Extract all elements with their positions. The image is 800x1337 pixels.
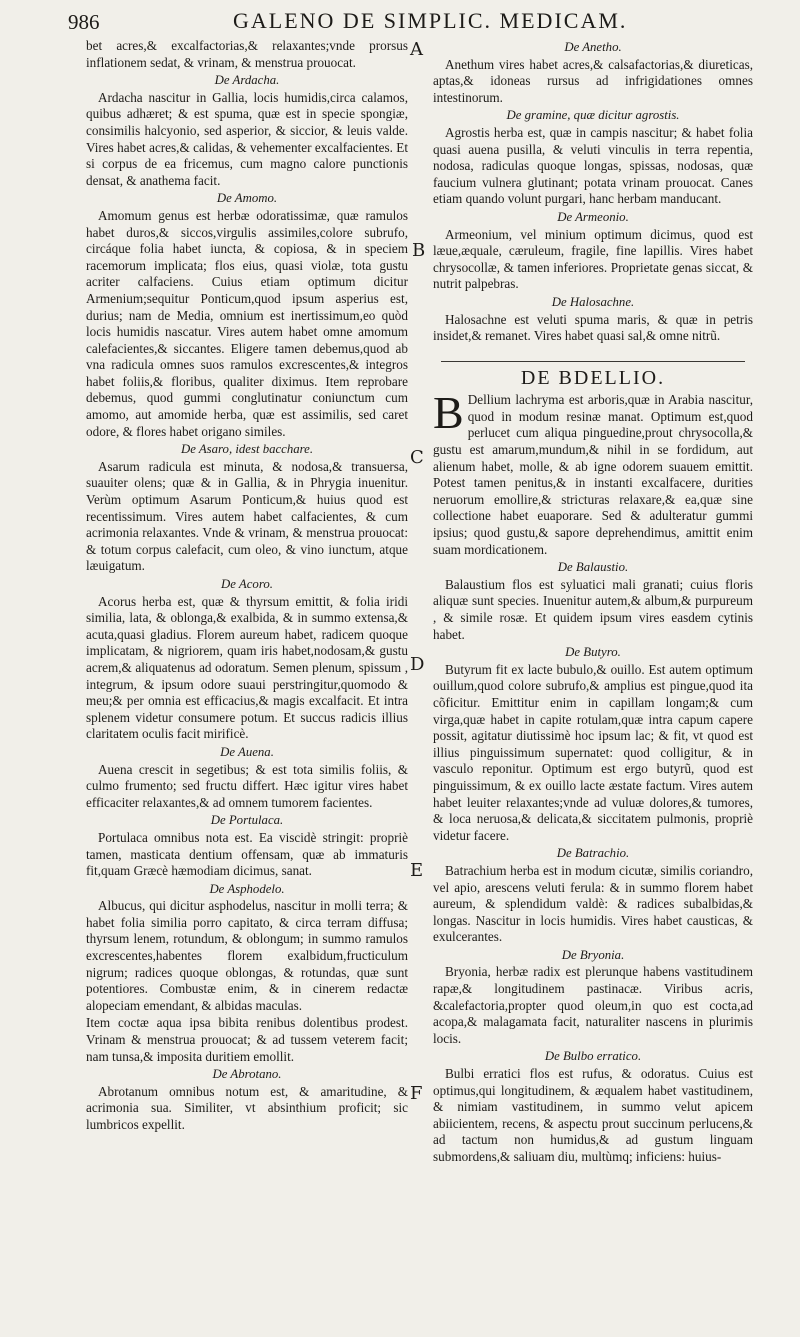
continued-text: bet acres,& excalfactorias,& relaxantes;vnde prorsus inflationem sedat, & vrinam, & menstrua prouocat. [86,38,408,70]
entry-text-asaro: Asarum radicula est minuta, & nodosa,& transuersa, suauiter olens; quæ & in Gallia, & in Phrygia inuenitur. Verùm optimum Asarum Ponticum,& huius quod est recentissimum. Vires autem habet calfacientes, & cum acrimonia relaxantes. Vnde & vrinam, & menstrua prouocat: & totum corpus calefacit, cum oleo, & vino iunctum, atque læuigatum. [86,458,408,574]
entry-text-ardacha: Ardacha nascitur in Gallia, locis humidis,circa calamos, quibus adhæret; & est spuma, quæ est in specie spongiæ, consimilis halcyonio, sed asperior, & siccior, & leuis valde. Vires habet acres,& calidas, & vehementer excalfacientes. Et si corpus de ea fricemus, cum magno calore punctionis densat, & anathema facit. [86,89,408,188]
entry-text-amomo: Amomum genus est herbæ odoratissimæ, quæ ramulos habet duros,& siccos,virgulis assimiles,colore subrufo, circáque folia habet iuncta, & copiosa, & in speciem racemorum implicata; flos eius, quasi violæ, tota gustu acriter calfaciens. Cuius etiam optimum dicitur Armenium;sequitur Ponticum,quod ipsum asperius est, durius; nam de Media, omnium est inertissimum,eo quòd locis humidis nascatur. Vires autem habet omne amomum calefacientes,& siccantes. Eligere tamen debemus,quod ab vna radicula omnes suos ramulos excrescentes,& integros habet foliis,& floribus, qualiter diximus. Item reprobare debemus, quod gummi conglutinatur coniunctum cum amomo, aut amomide herba, quæ est assimilis, sed caret odore, & flores habet origano similes. [86,207,408,439]
entry-text-bulbo: Bulbi erratici flos est rufus, & odoratus. Cuius est optimus,qui longitudinem, & æqualem habet vastitudinem, & nimiam vastitudinem, in summo velut apicem abiicientem, recens, & aspectu prout succinum perlucens,& ad tactum non humidus,& ad gustum linguam submordens,& saliuam diu, multùmq; inficiens: huius- [433,1066,753,1164]
entry-text-acoro: Acorus herba est, quæ & thyrsum emittit, & folia iridi similia, lata, & oblonga,& exalbida, & in summo extensa,& acuta,quasi gladius. Florem aureum habet, radicem quoque implicatam, & nigriorem, quam iris habet,nodosam,& gustu acrem,& aliquatenus ad odoratum. Semen plenum, spissum , integrum, & ipsum odore suaui perstringitur,quomodo & meu;& per omnia est efficacius,& magis excalfacit. Et intra splenem videtur consumere potum. Et succus radicis illius claritatem oculis facit mirificè. [86,593,408,742]
entry-text-bdellio-body: Dellium lachryma est arboris,quæ in Arabia nascitur, quod in modum resinæ manat. Optimum est,quod perlucet cum aliqua pinguedine,prout chrysocolla,& gustu est amarum,mundum,& nihil in se fordidum, aut alienum habet, molle, & ab igne odorem suauem emittit. Potest tamen penitus,& in instanti excalfacere, durities neruorum emollire,& stricturas relaxare,& ea,quæ sine collectione habet euaporare. Sed & adulteratur gummi ipsius; quod gustu,& sapore deprehendimus, amittit enim suam mordicationem. [433,392,753,557]
entry-heading-anetho: De Anetho. [564,40,622,54]
section-title: DE BDELLIO. [520,366,666,389]
entry-heading-bulbo: De Bulbo erratico. [544,1049,642,1064]
margin-letter-e: E [410,860,424,881]
page-number: 986 [68,10,100,34]
margin-letter-b: B [412,240,426,261]
entry-text-auena: Auena crescit in segetibus; & est tota similis foliis, & culmo frumento; sed fructu differt. Hæc igitur vires habet efficaciter relaxantes,& ad omnem tumorem facientes. [86,761,408,810]
entry-heading-ardacha: De Ardacha. [214,73,280,88]
entry-heading-asaro: De Asaro, idest bacchare. [180,442,314,457]
margin-letter-f: F [410,1083,423,1104]
entry-text-portulaca: Portulaca omnibus nota est. Ea viscidè stringit: propriè tamen, masticata dentium offensam, quæ ab immaturis fit,quam Græcè hæmodiam dicimus, sanat. [86,829,408,879]
right-column [433,38,753,1167]
page-header [68,6,748,36]
entry-heading-auena: De Auena. [220,744,274,759]
drop-cap: B [433,387,464,439]
margin-letter-d: D [410,654,425,675]
margin-letter-c: C [410,447,424,468]
entry-heading-armeonio: De Armeonio. [557,209,629,224]
entry-text-bryonia: Bryonia, herbæ radix est plerunque habens vastitudinem rapæ,& longitudinem pastinacæ. Viribus acris, &calefactoria,propter quod oleum,in quo est cocta,ad acopa,& malagamata facit, naturaliter nascens in plurimis locis. [433,964,753,1046]
entry-text-asphodelo-2: Item coctæ aqua ipsa bibita renibus dolentibus prodest. Vrinam & menstrua prouocat; & ad tussem veterem facit; nam tunsa,& imposita duritiem emollit. [86,1015,408,1064]
entry-text-butyro: Butyrum fit ex lacte bubulo,& ouillo. Est autem optimum ouillum,quod colore subrufo,& amplius est pingue,quod ita cõficitur. Emittitur enim in capillam longam;& cum virga,quæ habet in capite rotulam,quæ intra capum capere possit, agitatur diutissimè hoc ipsum lac; & fit, vt quod est illius pinguissimum supernatet: quod colligitur, & in vasculo reponitur. Optimum est ergo butyrũ, quod est pinguissimum, & ex ouillo lacte æstate factum. Vires autem habet leuiter relaxantes;vnde ad vuluæ dolores,& tumores, & loca neruosa,& delicata,& siccitatem pulmonis, propriè videtur facere. [433,661,753,843]
entry-heading-asphodelo: De Asphodelo. [209,881,285,896]
entry-text-bdellio [433,387,753,558]
running-head: GALENO DE SIMPLIC. MEDICAM. [233,8,628,33]
entry-heading-portulaca: De Portulaca. [210,813,284,828]
entry-heading-butyro: De Butyro. [565,645,621,660]
entry-heading-abrotano: De Abrotano. [212,1067,282,1082]
entry-text-balaustio: Balaustium flos est syluatici mali granati; cuius floris aliquæ sunt species. Inuenitur autem,& album,& purpureum , & simile rosæ. Et quidem ipsum vires easdem cytinis habet. [433,576,753,642]
entry-heading-halosachne: De Halosachne. [551,294,635,309]
entry-text-anetho: Anethum vires habet acres,& calsafactorias,& diureticas, aptas,& idoneas rursus ad infrigidationes omnes intestinorum. [433,56,753,105]
entry-heading-gramine: De gramine, quæ dicitur agrostis. [506,108,680,123]
entry-text-halosachne: Halosachne est veluti spuma maris, & quæ in petris insidet,& remanet. Vires habet quasi sal,& omne nitrũ. [433,311,753,344]
left-column [86,38,408,1135]
margin-letter-a: A [410,39,423,60]
entry-text-gramine: Agrostis herba est, quæ in campis nascitur; & habet folia quasi auena pusilla, & veluti vinculis in terra repentia, nodosa, radiculas quoque longas, spissas, nodosas, quæ faucium vulnera glutinant; potata vrinam prouocat. Canes etiam quando volunt purgari, hanc herbam manducant. [433,124,753,207]
section-divider [441,361,745,362]
entry-text-abrotano: Abrotanum omnibus notum est, & amaritudine, & acrimonia sua. Similiter, vt absinthium proficit; sic lumbricos expellit. [86,1083,408,1132]
entry-heading-batrachio: De Batrachio. [556,846,630,861]
entry-text-armeonio: Armeonium, vel minium optimum dicimus, quod est læue,æquale, cæruleum, fragile, fine lapillis. Vires habet chrysocollæ, & tamen inferiores. Proprietate genas siccat, & nutrit palpebras. [433,226,753,292]
entry-heading-acoro: De Acoro. [221,577,273,591]
entry-text-batrachio: Batrachium herba est in modum cicutæ, similis coriandro, vel apio, arescens veluti ferula: & in summo florem habet aureum, & splendidum valdè: & radices subalbidas,& longas. Nascitur in locis humidis. Vires habet causticas, & exulcerantes. [433,862,753,945]
entry-heading-balaustio: De Balaustio. [557,560,629,575]
entry-heading-bryonia: De Bryonia. [561,947,625,962]
entry-text-asphodelo: Albucus, qui dicitur asphodelus, nascitur in molli terra; & habet folia similia porro capitato, & circa terram diffusa; thyrsum lenem, rotundum, & oblongum; in summo ramulos excrescentes,habentes florem exalbidum,fructiculum nigrum; radices quoque oblongas, & rotundas, quæ sunt potentiores. Combustæ enim, & in cinerem redactæ alopeciam emendant, & albidas maculas. [86,898,408,1013]
entry-heading-amomo: De Amomo. [216,191,278,206]
